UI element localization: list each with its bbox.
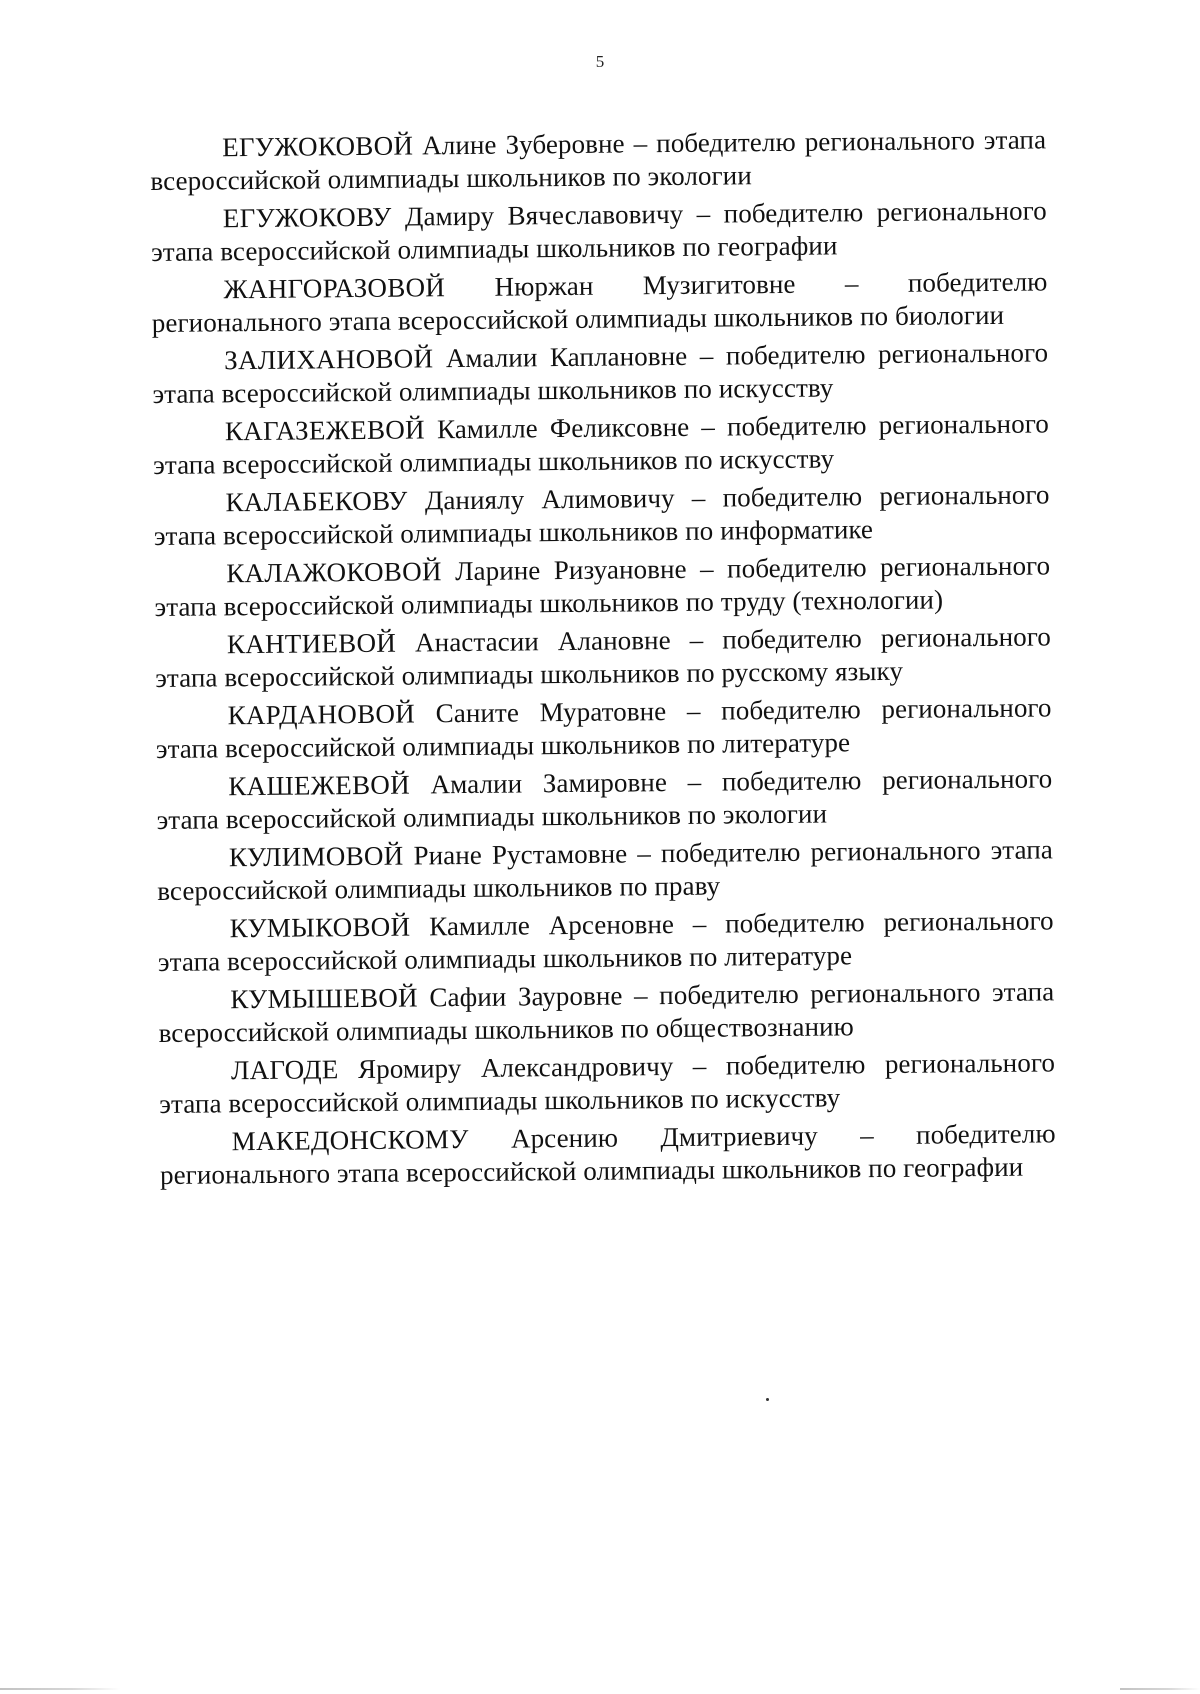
surname: КАЛАЖОКОВОЙ bbox=[226, 556, 442, 589]
entry-text: Алине Зуберовне – победителю регионального этапа всероссийской олимпиады школьников по экологии bbox=[150, 124, 1047, 196]
entry-text: Риане Рустамовне – победителю регионального этапа всероссийской олимпиады школьников по праву bbox=[157, 834, 1054, 906]
surname: КАШЕЖЕВОЙ bbox=[228, 769, 411, 802]
entry-text: Яромиру Александровичу – победителю регионального этапа всероссийской олимпиады школьников по искусству bbox=[159, 1047, 1056, 1119]
surname: МАКЕДОНСКОМУ bbox=[231, 1123, 469, 1157]
entry-text: Амалии Каплановне – победителю регионального этапа всероссийской олимпиады школьников по искусству bbox=[152, 337, 1049, 409]
list-item bbox=[150, 123, 1047, 198]
entry-text: Нюржан Музигитовне – победителю регионального этапа всероссийской олимпиады школьников по биологии bbox=[151, 266, 1048, 338]
surname: ЕГУЖОКОВОЙ bbox=[222, 130, 414, 163]
surname: КУЛИМОВОЙ bbox=[228, 840, 404, 873]
list-item bbox=[155, 620, 1052, 695]
surname: КУМЫШЕВОЙ bbox=[230, 982, 419, 1015]
surname: ЗАЛИХАНОВОЙ bbox=[224, 343, 434, 376]
surname: КАРДАНОВОЙ bbox=[227, 698, 416, 731]
list-item bbox=[151, 194, 1048, 269]
list-item bbox=[158, 975, 1055, 1050]
list-item bbox=[153, 407, 1050, 482]
entry-text: Камилле Арсеновне – победителю регионального этапа всероссийской олимпиады школьников по литературе bbox=[157, 905, 1054, 977]
entry-text: Дамиру Вячеславовичу – победителю регионального этапа всероссийской олимпиады школьников по географии bbox=[151, 195, 1047, 267]
entry-text: Сафии Зауровне – победителю регионального этапа всероссийской олимпиады школьников по обществознанию bbox=[158, 976, 1055, 1048]
surname: ЖАНГОРАЗОВОЙ bbox=[223, 272, 446, 305]
document-body bbox=[150, 123, 1056, 1197]
scan-edge-mark bbox=[0, 1688, 120, 1690]
surname: КАЛАБЕКОВУ bbox=[225, 485, 408, 518]
list-item bbox=[157, 833, 1054, 908]
surname: КАГАЗЕЖЕВОЙ bbox=[224, 414, 426, 447]
entry-text: Саните Муратовне – победителю регионального этапа всероссийской олимпиады школьников по литературе bbox=[155, 692, 1052, 764]
entry-text: Даниялу Алимовичу – победителю регионального этапа всероссийской олимпиады школьников по информатике bbox=[153, 479, 1050, 551]
surname: ЛАГОДЕ bbox=[230, 1054, 339, 1086]
scan-edge-mark bbox=[1120, 1688, 1200, 1690]
entry-text: Арсению Дмитриевичу – победителю регионального этапа всероссийской олимпиады школьников по географии bbox=[159, 1118, 1056, 1190]
list-item bbox=[159, 1046, 1056, 1121]
entry-text: Камилле Феликсовне – победителю регионального этапа всероссийской олимпиады школьников по искусству bbox=[153, 408, 1049, 480]
list-item bbox=[154, 549, 1051, 624]
surname: КАНТИЕВОЙ bbox=[226, 627, 397, 660]
list-item bbox=[156, 762, 1053, 837]
page-number: 5 bbox=[595, 52, 605, 71]
entry-text: Ларине Ризуановне – победителю регионального этапа всероссийской олимпиады школьников по труду (технологии) bbox=[154, 550, 1051, 622]
list-item bbox=[155, 691, 1052, 766]
entry-text: Анастасии Алановне – победителю регионального этапа всероссийской олимпиады школьников по русскому языку bbox=[155, 621, 1052, 693]
list-item bbox=[152, 336, 1049, 411]
list-item bbox=[157, 904, 1054, 979]
surname: ЕГУЖОКОВУ bbox=[222, 201, 392, 234]
list-item bbox=[151, 265, 1048, 340]
surname: КУМЫКОВОЙ bbox=[229, 911, 411, 944]
entry-text: Амалии Замировне – победителю регионального этапа всероссийской олимпиады школьников по экологии bbox=[156, 763, 1053, 835]
list-item bbox=[160, 1117, 1057, 1192]
scan-speck bbox=[766, 1398, 769, 1401]
list-item bbox=[153, 478, 1050, 553]
